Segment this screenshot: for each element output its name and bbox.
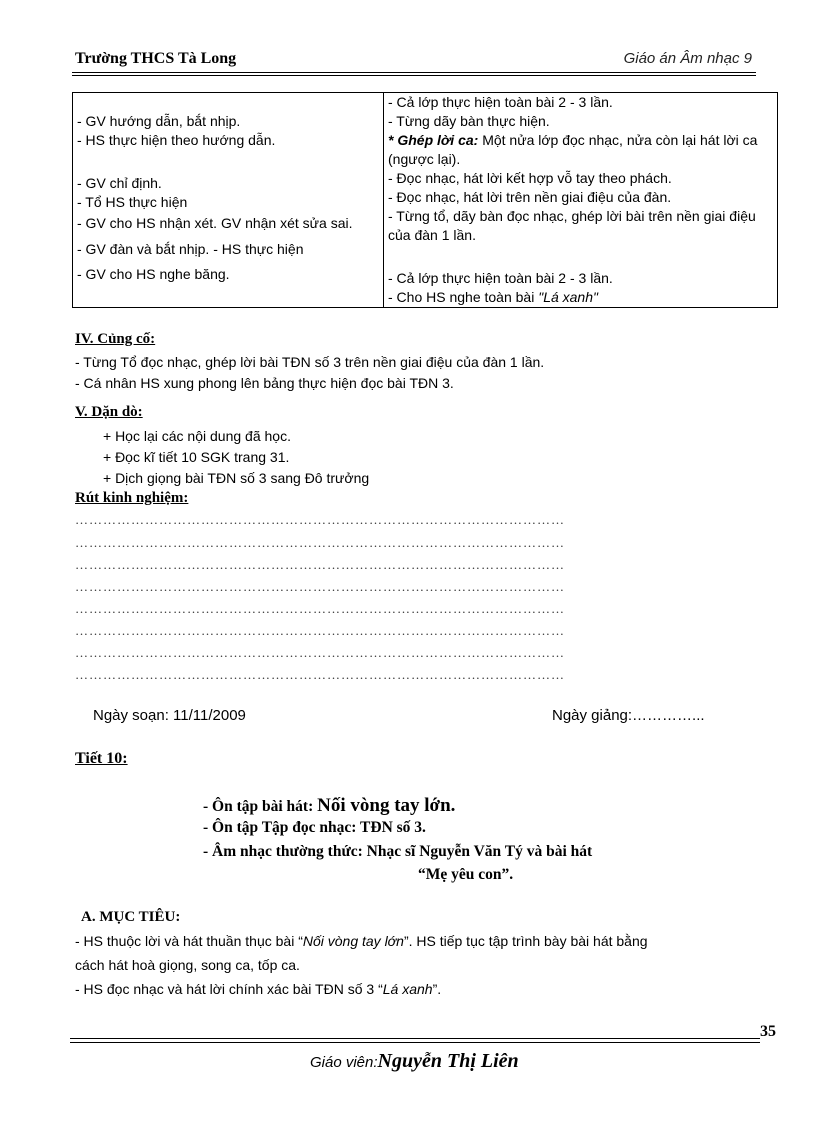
date-taught: Ngày giảng:…………... — [552, 707, 705, 724]
document-title: Giáo án Âm nhạc 9 — [623, 50, 752, 67]
dotted-line: …………………………………………………………………………………………… — [75, 667, 565, 682]
dotted-line: …………………………………………………………………………………………… — [75, 601, 565, 616]
student-activities-cell — [384, 93, 778, 308]
footer-divider — [70, 1038, 760, 1043]
right-line: - Đọc nhạc, hát lời trên nền giai điệu của đàn. — [388, 189, 672, 205]
dotted-line: …………………………………………………………………………………………… — [75, 557, 565, 572]
objective-line: - HS thuộc lời và hát thuần thục bài “Nối vòng tay lớn”. HS tiếp tục tập trình bày bài hát bằng — [75, 933, 648, 949]
left-line: - GV đàn và bắt nhịp. - HS thực hiện — [77, 241, 304, 257]
teacher-signature-line — [310, 1050, 519, 1073]
experience-title: Rút kinh nghiệm: — [75, 490, 189, 506]
right-line: * Ghép lời ca: Một nửa lớp đọc nhạc, nửa còn lại hát lời ca (ngược lại). — [388, 132, 758, 167]
lesson-title: Tiết 10: — [75, 750, 128, 767]
section-line: - Từng Tổ đọc nhạc, ghép lời bài TĐN số 3 trên nền giai điệu của đàn 1 lần. — [75, 354, 545, 370]
teacher-activities-cell — [73, 93, 384, 308]
dotted-line: …………………………………………………………………………………………… — [75, 645, 565, 660]
objective-line: cách hát hoà giọng, song ca, tốp ca. — [75, 957, 300, 973]
left-line: - HS thực hiện theo hướng dẫn. — [77, 132, 276, 148]
left-line: - GV cho HS nghe băng. — [77, 266, 230, 282]
ghep-loi-label: * Ghép lời ca: — [388, 132, 479, 148]
section-title: V. Dặn dò: — [75, 404, 143, 420]
dotted-line: …………………………………………………………………………………………… — [75, 512, 565, 527]
left-line: - GV hướng dẫn, bắt nhịp. — [77, 113, 241, 129]
section-line: - Cá nhân HS xung phong lên bảng thực hiện đọc bài TĐN 3. — [75, 375, 454, 391]
right-line: - Từng tổ, dãy bàn đọc nhạc, ghép lời bài trên nền giai điệu của đàn 1 lần. — [388, 208, 756, 243]
song-title: Nối vòng tay lớn — [302, 933, 404, 949]
date-prepared: Ngày soạn: 11/11/2009 — [93, 707, 246, 724]
section-line: + Dịch giọng bài TĐN số 3 sang Đô trưởng — [103, 470, 370, 486]
objective-line: - HS đọc nhạc và hát lời chính xác bài TĐN số 3 “Lá xanh”. — [75, 981, 442, 997]
teacher-label: Giáo viên: — [310, 1054, 378, 1071]
section-line: + Đọc kĩ tiết 10 SGK trang 31. — [103, 449, 290, 465]
school-name: Trường THCS Tà Long — [75, 50, 237, 67]
left-line: - GV chỉ định. — [77, 175, 162, 191]
objectives-title: A. MỤC TIÊU: — [81, 909, 181, 925]
right-line: - Cả lớp thực hiện toàn bài 2 - 3 lần. — [388, 270, 613, 286]
dotted-line: …………………………………………………………………………………………… — [75, 623, 565, 638]
song-title: Lá xanh — [382, 981, 433, 997]
right-line: - Cả lớp thực hiện toàn bài 2 - 3 lần. — [388, 94, 613, 110]
song-title: “Mẹ yêu con”. — [418, 866, 514, 883]
section-title: IV. Củng cố: — [75, 331, 156, 347]
dotted-line: …………………………………………………………………………………………… — [75, 579, 565, 594]
left-line: - GV cho HS nhận xét. GV nhận xét sửa sai. — [77, 215, 353, 231]
right-line: - Đọc nhạc, hát lời kết hợp vỗ tay theo phách. — [388, 170, 672, 186]
lesson-item: - Âm nhạc thường thức: Nhạc sĩ Nguyễn Văn Tý và bài hát — [203, 843, 593, 860]
right-line: - Từng dãy bàn thực hiện. — [388, 113, 550, 129]
lesson-item: - Ôn tập Tập đọc nhạc: TĐN số 3. — [203, 819, 426, 836]
lesson-item: - Ôn tập bài hát: Nối vòng tay lớn. — [203, 795, 456, 816]
section-line: + Học lại các nội dung đã học. — [103, 428, 291, 444]
header-divider — [72, 72, 756, 76]
left-line: - Tổ HS thực hiện — [77, 194, 188, 210]
teacher-name: Nguyễn Thị Liên — [377, 1050, 519, 1072]
song-title: Nối vòng tay lớn. — [317, 795, 456, 816]
song-title: "Lá xanh" — [538, 289, 598, 305]
dotted-line: …………………………………………………………………………………………… — [75, 535, 565, 550]
page-number: 35 — [760, 1023, 776, 1040]
right-line: - Cho HS nghe toàn bài "Lá xanh" — [388, 289, 598, 305]
activity-table — [72, 92, 778, 308]
